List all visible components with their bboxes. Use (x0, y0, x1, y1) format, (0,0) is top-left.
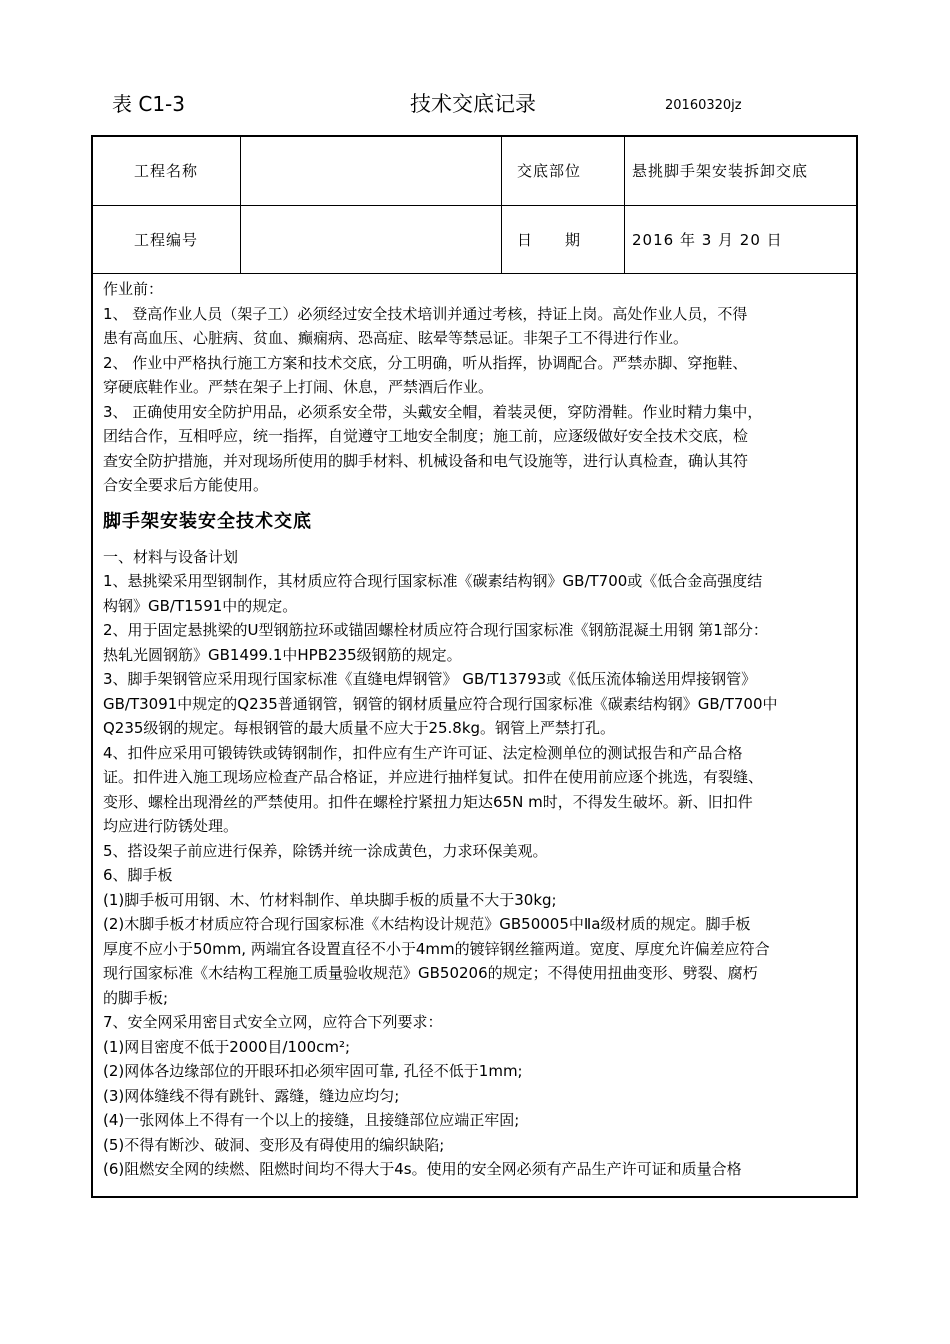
project-name-label: 工程名称 (134, 162, 199, 180)
text-line: 热轧光圆钢筋》GB1499.1中HPB235级钢筋的规定。 (103, 645, 462, 664)
text-line: 厚度不应小于50mm, 两端宜各设置直径不小于4mm的镀锌钢丝箍两道。宽度、厚度允许偏差应符合 (103, 939, 770, 958)
text-line: (2)网体各边缘部位的开眼环扣必须牢固可靠, 孔径不低于1mm; (103, 1062, 523, 1080)
location-label: 交底部位 (517, 162, 582, 180)
text-line: Q235级钢的规定。每根钢管的最大质量不应大于25.8kg。钢管上严禁打孔。 (103, 719, 616, 737)
text-line: 患有高血压、心脏病、贫血、癫痫病、恐高症、眩晕等禁忌证。非架子工不得进行作业。 (103, 329, 689, 347)
form-code: 表 C1-3 (112, 92, 185, 116)
text-line: (5)不得有断沙、破洞、变形及有碍使用的编织缺陷; (103, 1135, 445, 1154)
row-divider (93, 273, 856, 274)
text-line: 作业前： (103, 280, 164, 298)
text-line: 均应进行防锈处理。 (103, 817, 239, 835)
text-line: (4)一张网体上不得有一个以上的接缝，且接缝部位应端正牢固; (103, 1111, 520, 1129)
text-line: 穿硬底鞋作业。严禁在架子上打闹、休息，严禁酒后作业。 (103, 378, 494, 396)
text-line: 7、安全网采用密目式安全立网，应符合下列要求： (103, 1013, 443, 1031)
text-line: 2、用于固定悬挑梁的U型钢筋拉环或锚固螺栓材质应符合现行国家标准《钢筋混凝土用钢 第1部分： (103, 621, 768, 639)
row-divider (93, 205, 856, 206)
text-line: 团结合作，互相呼应，统一指挥，自觉遵守工地安全制度；施工前，应逐级做好安全技术交底，检 (103, 427, 749, 445)
text-line: 1、 登高作业人员（架子工）必须经过安全技术培训并通过考核，持证上岗。高处作业人员，不得 (103, 304, 748, 323)
text-line: 变形、螺栓出现滑丝的严禁使用。扣件在螺栓拧紧扭力矩达65N m时，不得发生破坏。新、旧扣件 (103, 792, 753, 811)
text-line: 一、材料与设备计划 (103, 547, 239, 566)
location-value: 悬挑脚手架安装拆卸交底 (632, 162, 809, 180)
text-line: (1)网目密度不低于2000目/100cm²; (103, 1037, 351, 1056)
text-line: 合安全要求后方能使用。 (103, 476, 269, 494)
text-line: GB/T3091中规定的Q235普通钢管，钢管的钢材质量应符合现行国家标准《碳素结构钢》GB/T700中 (103, 694, 778, 713)
text-line: 1、悬挑梁采用型钢制作，其材质应符合现行国家标准《碳素结构钢》GB/T700或《低合金高强度结 (103, 572, 763, 590)
project-number-label: 工程编号 (134, 231, 199, 249)
column-divider (857, 137, 858, 273)
section-heading: 脚手架安装安全技术交底 (103, 510, 312, 532)
column-divider (240, 137, 241, 273)
text-line: (2)木脚手板才材质应符合现行国家标准《木结构设计规范》GB50005中Ⅱa级材质的规定。脚手板 (103, 915, 751, 933)
pre-work-block (103, 277, 855, 498)
text-line: 证。扣件进入施工现场应检查产品合格证，并应进行抽样复试。扣件在使用前应逐个挑选，有裂缝、 (103, 768, 764, 786)
document-title: 技术交底记录 (410, 92, 536, 116)
document-code: 20160320jz (665, 98, 742, 113)
text-line: 2、 作业中严格执行施工方案和技术交底，分工明确，听从指挥，协调配合。严禁赤脚、穿拖鞋、 (103, 353, 748, 372)
briefing-content (103, 277, 855, 1182)
text-line: (6)阻燃安全网的续燃、阻燃时间均不得大于4s。使用的安全网必须有产品生产许可证和质量合格 (103, 1160, 742, 1178)
text-line: 构钢》GB/T1591中的规定。 (103, 596, 298, 615)
text-line: (3)网体缝线不得有跳针、露缝，缝边应均匀; (103, 1086, 400, 1105)
text-line: 3、 正确使用安全防护用品，必须系安全带，头戴安全帽，着装灵便，穿防滑鞋。作业时精力集中， (103, 402, 763, 421)
text-line: 5、搭设架子前应进行保养，除锈并统一涂成黄色，力求环保美观。 (103, 841, 548, 860)
text-line: 3、脚手架钢管应采用现行国家标准《直缝电焊钢管》 GB/T13793或《低压流体输送用焊接钢管》 (103, 670, 757, 688)
section-block (103, 545, 855, 1182)
text-line: 的脚手板; (103, 988, 169, 1007)
column-divider (501, 137, 502, 273)
date-label: 日 期 (517, 231, 582, 249)
column-divider (624, 137, 625, 273)
text-line: 4、扣件应采用可锻铸铁或铸钢制作，扣件应有生产许可证、法定检测单位的测试报告和产品合格 (103, 743, 743, 762)
text-line: 查安全防护措施，并对现场所使用的脚手材料、机械设备和电气设施等，进行认真检查，确认其符 (103, 451, 749, 470)
text-line: 6、脚手板 (103, 866, 173, 884)
date-value: 2016 年 3 月 20 日 (632, 231, 783, 249)
text-line: (1)脚手板可用钢、木、竹材料制作、单块脚手板的质量不大于30kg; (103, 890, 557, 909)
text-line: 现行国家标准《木结构工程施工质量验收规范》GB50206的规定；不得使用扭曲变形、劈裂、腐朽 (103, 964, 758, 982)
